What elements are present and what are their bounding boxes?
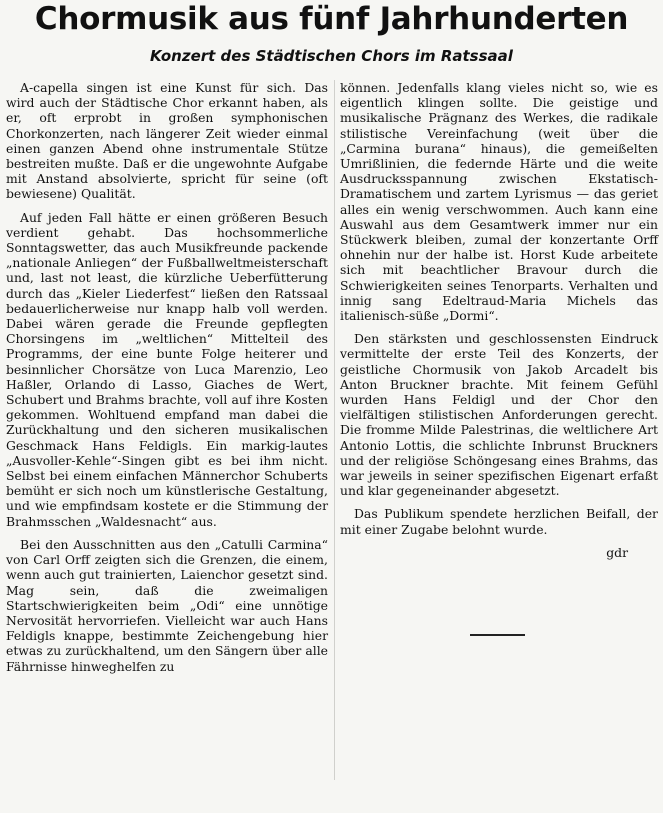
paragraph: Auf jeden Fall hätte er einen größeren Besuch verdient gehabt. Das hochsommerliche Sonntagswetter, das auch Musikfreunde packende „nationale Anliegen“ der Fußballweltmeisterschaft und, last not least, die kürzliche Ueberfütterung durch das „Kieler Liederfest“ ließen den Ratssaal bedauerlicherweise nur knapp halb voll werden. Dabei wären gerade die Freunde gepflegten Chorsingens im „weltlichen“ Mittelteil des Programms, der eine bunte Folge heiterer und besinnlicher Chorsätze von Luca Marenzio, Leo Haßler, Orlando di Lasso, Giaches de Wert, Schubert und Brahms brachte, voll auf ihre Kosten gekommen. Wohltuend empfand man dabei die Zurückhaltung und den sicheren musikalischen Geschmack Hans Feldigls. Ein markig-lautes „Ausvoller-Kehle“-Singen gibt es bei ihm nicht. Selbst bei einem einfachen Männerchor Schuberts bemüht er sich noch um künstlerische Gestaltung, und wie empfindsam kostete er die Stimmung der Brahmsschen „Waldesnacht“ aus. [6,209,328,529]
article-column-left [6,80,328,682]
paragraph: A-capella singen ist eine Kunst für sich. Das wird auch der Städtische Chor erkannt haben, als er, oft erprobt in großen symphonischen Chorkonzerten, nach längerer Zeit wieder einmal einen ganzen Abend ohne instrumentale Stütze bestreiten mußte. Daß er die ungewohnte Aufgabe mit Anstand absolvierte, spricht für seine (oft bewiesene) Qualität. [6,80,328,202]
headline: Chormusik aus fünf Jahrhunderten [34,1,629,37]
column-divider [334,80,335,780]
paragraph: Bei den Ausschnitten aus den „Catulli Carmina“ von Carl Orff zeigten sich die Grenzen, die einem, wenn auch gut trainierten, Laienchor gesetzt sind. Mag sein, daß die zweimaligen Startschwierigkeiten beim „Odi“ eine unnötige Nervosität hervorriefen. Vielleicht war auch Hans Feldigls knappe, bestimmte Zeichengebung hier etwas zu zurückhaltend, um den Sängern über alle Fährnisse hinweghelfen zu [6,536,328,674]
paragraph: können. Jedenfalls klang vieles nicht so, wie es eigentlich klingen sollte. Die geistige und musikalische Prägnanz des Werkes, die radikale stilistische Vereinfachung (weit über die „Carmina burana“ hinaus), die gemeißelten Umrißlinien, die federnde Härte und die weite Ausdrucksspannung zwischen Ekstatisch-Dramatischem und zartem Lyrismus — das geriet alles ein wenig verschwommen. Auch kann eine Auswahl aus dem Gesamtwerk immer nur ein Stückwerk bleiben, zumal der konzertante Orff ohnehin nur der halbe ist. Horst Kude arbeitete sich mit beachtlicher Bravour durch die Schwierigkeiten seines Tenorparts. Verhalten und innig sang Edeltraud-Maria Michels das italienisch-süße „Dormi“. [340,80,658,324]
end-rule [470,634,525,636]
paragraph: Den stärksten und geschlossensten Eindruck vermittelte der erste Teil des Konzerts, der geistliche Chormusik von Jakob Arcadelt bis Anton Bruckner brachte. Mit feinem Gefühl wurden Hans Feldigl und der Chor den vielfältigen stilistischen Anforderungen gerecht. Die fromme Milde Palestrinas, die weltlichere Art Antonio Lottis, die schlichte Inbrunst Bruckners und der religiöse Schöngesang eines Brahms, das war jeweils in seiner spezifischen Eigenart erfaßt und klar gegeneinander abgesetzt. [340,331,658,499]
subheadline: Konzert des Städtischen Chors im Ratssaal [150,47,513,65]
article-column-right [340,80,658,560]
paragraph: Das Publikum spendete herzlichen Beifall, der mit einer Zugabe belohnt wurde. [340,506,658,537]
author-signature: gdr [606,544,628,560]
